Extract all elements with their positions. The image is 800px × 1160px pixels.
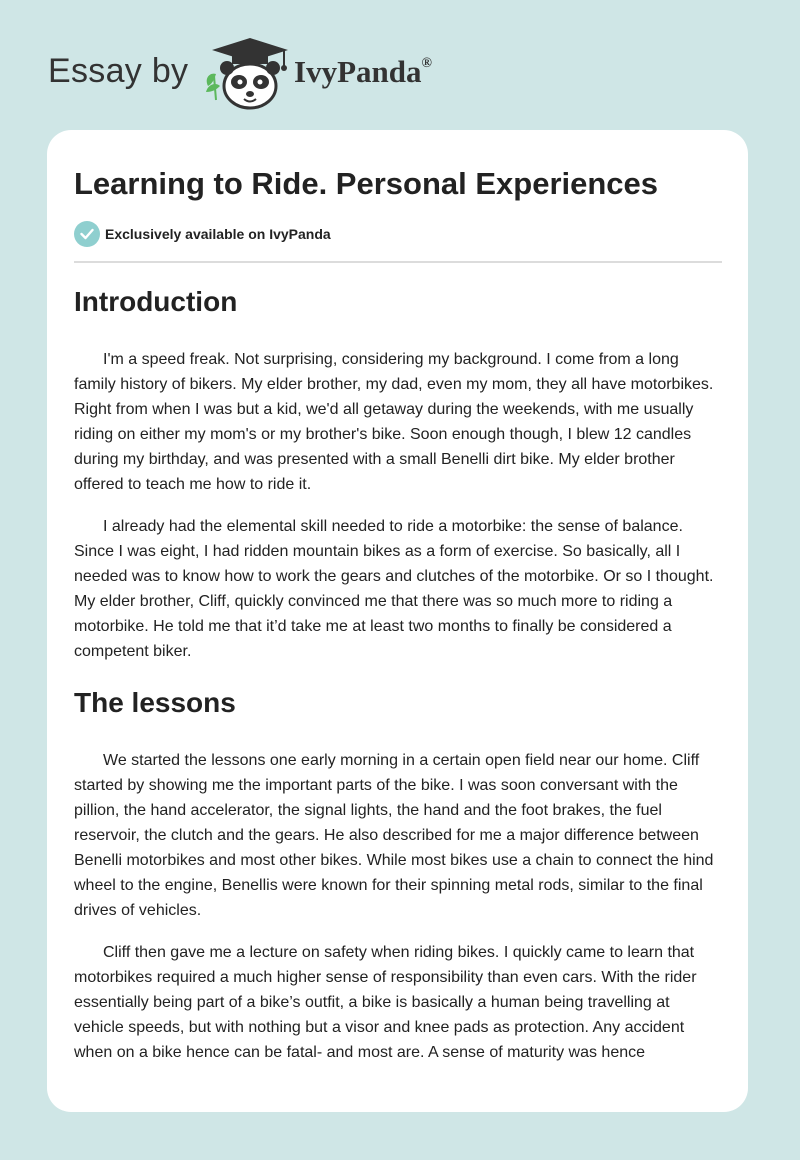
essay-by-label: Essay by (48, 52, 189, 90)
paragraph: Cliff then gave me a lecture on safety when riding bikes. I quickly came to learn that motorbikes required a much higher sense of responsibility than even cars. With the rider essentially being part of a bike’s outfit, a bike is basically a human being travelling at vehicle speeds, but with nothing but a visor and knee pads as protection. Any accident when on a bike hence can be fatal- and most are. A sense of maturity was hence (74, 944, 697, 1061)
essay-title: Learning to Ride. Personal Experiences (74, 166, 659, 201)
exclusive-badge-label: Exclusively available on IvyPanda (105, 226, 331, 242)
section-heading-introduction: Introduction (74, 286, 238, 317)
brand-text: IvyPanda (294, 54, 422, 89)
panda-logo-icon[interactable] (202, 34, 292, 110)
essay-card (47, 130, 748, 1112)
check-circle-icon (74, 221, 100, 247)
registered-mark: ® (421, 55, 432, 71)
paragraph: I'm a speed freak. Not surprising, considering my background. I come from a long family history of bikers. My elder brother, my dad, even my mom, they all have motorbikes. Right from when I was but a kid, we'd all getaway during the weekends, with me usually riding on either my mom's or my brother's bike. Soon enough though, I blew 12 candles during my birthday, and was presented with a small Benelli dirt bike. My elder brother offered to teach me how to ride it. (74, 351, 714, 493)
essay-body (74, 280, 722, 1082)
brand-name[interactable] (294, 54, 432, 90)
section-heading-lessons: The lessons (74, 687, 236, 718)
title-divider (74, 261, 722, 263)
paragraph: We started the lessons one early morning in a certain open field near our home. Cliff started by showing me the important parts of the bike. I was soon conversant with the pillion, the hand accelerator, the signal lights, the hand and the foot brakes, the fuel reservoir, the clutch and the gears. He also described for me a major difference between Benelli motorbikes and most other bikes. While most bikes use a chain to connect the hind wheel to the engine, Benellis were known for their spinning metal rods, similar to the final drives of vehicles. (74, 752, 714, 919)
paragraph: I already had the elemental skill needed to ride a motorbike: the sense of balance. Since I was eight, I had ridden mountain bikes as a form of exercise. So basically, all I needed was to know how to work the gears and clutches of the motorbike. Or so I thought. My elder brother, Cliff, quickly convinced me that there was so much more to riding a motorbike. He told me that it’d take me at least two months to finally be considered a competent biker. (74, 518, 714, 660)
site-header (48, 34, 648, 110)
